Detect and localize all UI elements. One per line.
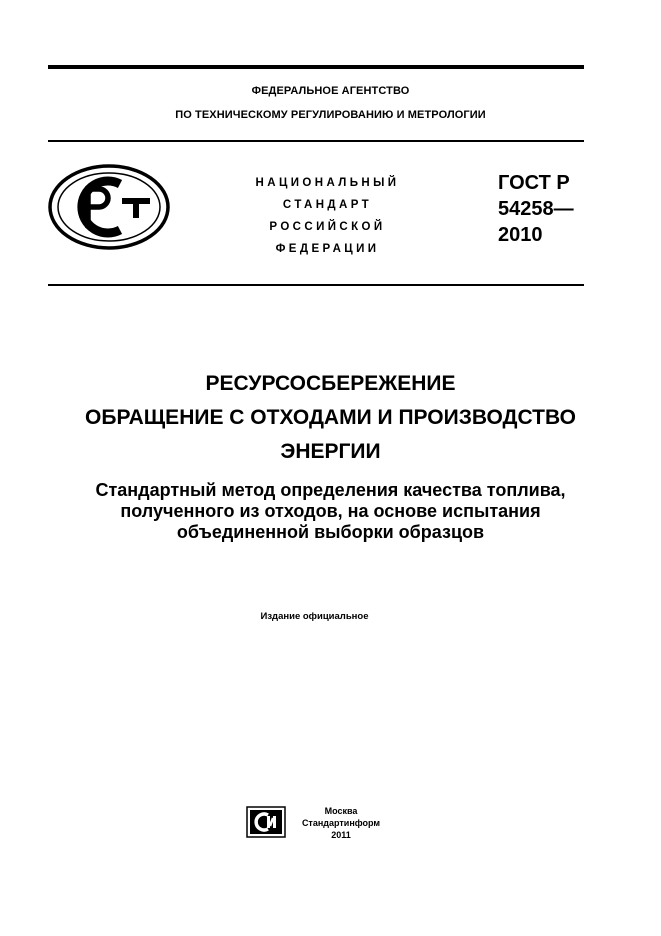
- publisher-city: Москва: [324, 806, 358, 816]
- edition-note: Издание официальное: [260, 611, 369, 622]
- section-rule: [48, 284, 584, 286]
- publisher-name: Стандартинформ: [301, 818, 381, 828]
- title-line1: РЕСУРСОСБЕРЕЖЕНИЕ: [205, 372, 456, 395]
- designation-line3: 2010: [498, 224, 543, 246]
- standard-type-block: [230, 172, 425, 260]
- agency-name-line2: ПО ТЕХНИЧЕСКОМУ РЕГУЛИРОВАНИЮ И МЕТРОЛОГИИ: [175, 109, 486, 121]
- subtitle-line1: Стандартный метод определения качества топлива,: [95, 480, 566, 500]
- title-line3: ЭНЕРГИИ: [280, 440, 381, 463]
- standard-designation: [498, 170, 574, 248]
- subtitle-line3: объединенной выборки образцов: [176, 522, 485, 542]
- publisher-year: 2011: [331, 830, 351, 840]
- standard-type-line4: ФЕДЕРАЦИИ: [275, 243, 380, 255]
- standard-type-line2: СТАНДАРТ: [282, 199, 373, 211]
- document-subtitle: [0, 480, 661, 543]
- subtitle-line2: полученного из отходов, на основе испытания: [120, 501, 541, 521]
- publisher-block: [300, 805, 382, 841]
- standard-type-line3: РОССИЙСКОЙ: [269, 221, 386, 233]
- header-rule: [48, 140, 584, 142]
- standard-type-line1: НАЦИОНАЛЬНЫЙ: [255, 177, 400, 189]
- designation-line2: 54258—: [498, 198, 574, 220]
- agency-name-line1: ФЕДЕРАЛЬНОЕ АГЕНТСТВО: [251, 85, 410, 97]
- rst-emblem-icon: [48, 164, 170, 250]
- designation-line1: ГОСТ Р: [498, 172, 570, 194]
- standartinform-logo-icon: [246, 806, 286, 838]
- title-line2: ОБРАЩЕНИЕ С ОТХОДАМИ И ПРОИЗВОДСТВО: [85, 406, 576, 429]
- top-rule: [48, 65, 584, 69]
- document-title: [0, 367, 661, 469]
